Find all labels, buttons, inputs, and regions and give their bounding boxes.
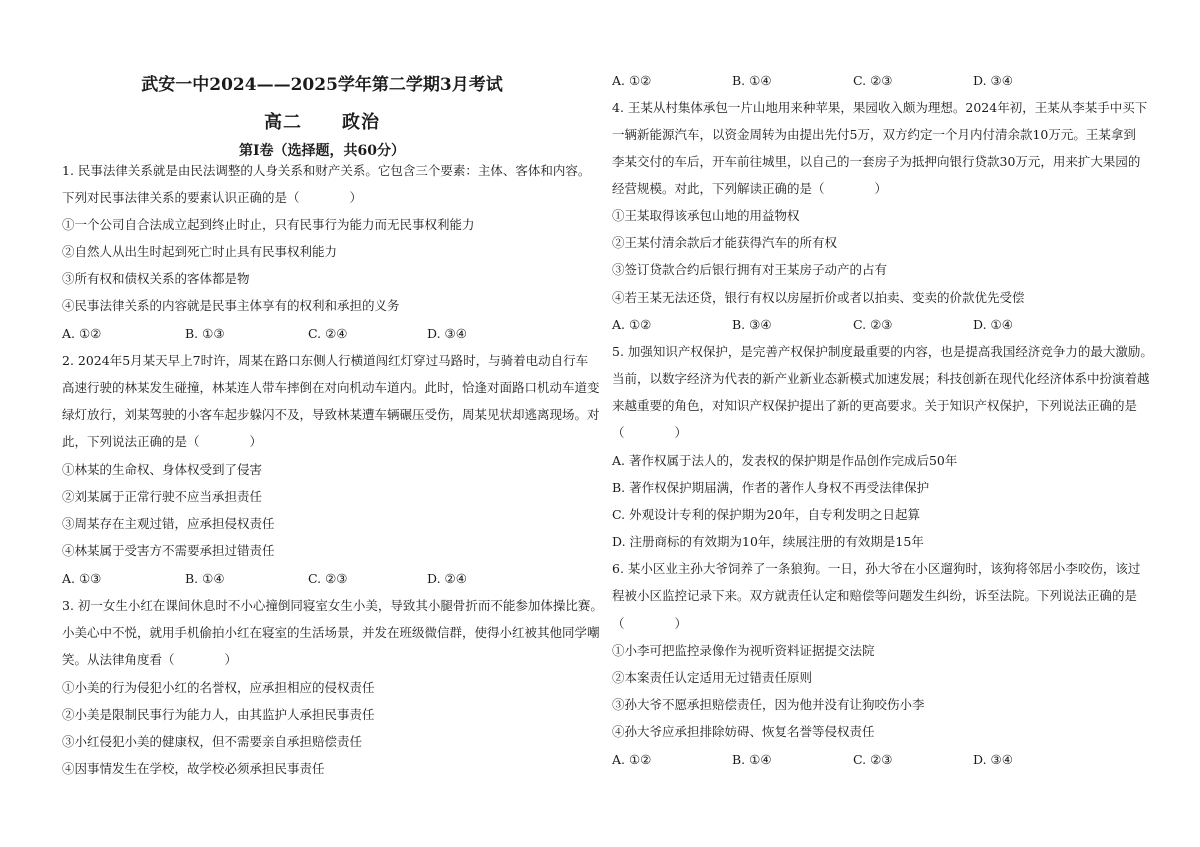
answer-option: C. ②③ bbox=[853, 752, 893, 767]
question-text-line: 小美心中不悦，就用手机偷拍小红在寝室的生活场景，并发在班级微信群，使得小红被其他同学嘲 bbox=[62, 625, 600, 640]
question-text-line: 经营规模。对此，下列解读正确的是（ ） bbox=[612, 181, 888, 196]
answer-option: D. ②④ bbox=[427, 571, 467, 586]
question-text-line: ②王某付清余款后才能获得汽车的所有权 bbox=[612, 235, 838, 250]
question-text-line: ③孙大爷不愿承担赔偿责任，因为他并没有让狗咬伤小李 bbox=[612, 697, 925, 712]
exam-title: 武安一中2024——2025学年第二学期3月考试 bbox=[141, 75, 503, 95]
question-text-line: ④因事情发生在学校，故学校必须承担民事责任 bbox=[62, 761, 325, 776]
answer-option: A. ①② bbox=[612, 752, 652, 767]
question-text-line: ①王某取得该承包山地的用益物权 bbox=[612, 208, 800, 223]
question-text-line: 6. 某小区业主孙大爷饲养了一条狼狗。一日，孙大爷在小区遛狗时，该狗将邻居小李咬伤，该过 bbox=[612, 561, 1141, 576]
exam-subtitle bbox=[62, 112, 582, 134]
answer-option: A. ①② bbox=[62, 326, 102, 341]
question-text-line: 下列对民事法律关系的要素认识正确的是（ ） bbox=[62, 190, 363, 205]
question-text-line: 笑。从法律角度看（ ） bbox=[62, 652, 238, 667]
question-text-line: ③周某存在主观过错，应承担侵权责任 bbox=[62, 516, 275, 531]
grade-label: 高二 bbox=[264, 112, 302, 133]
question-text-line: 1. 民事法律关系就是由民法调整的人身关系和财产关系。它包含三个要素：主体、客体和内容。 bbox=[62, 163, 591, 178]
subject-label: 政治 bbox=[342, 112, 380, 133]
answer-option: D. ①④ bbox=[973, 317, 1013, 332]
question-text-line: 3. 初一女生小红在课间休息时不小心撞倒同寝室女生小美，导致其小腿骨折而不能参加体操比赛。 bbox=[62, 598, 603, 613]
question-text-line: 一辆新能源汽车，以资金周转为由提出先付5万，双方约定一个月内付清余款10万元。王某拿到 bbox=[612, 127, 1136, 142]
question-text-line: ①小美的行为侵犯小红的名誉权，应承担相应的侵权责任 bbox=[62, 680, 375, 695]
question-text-line: ④孙大爷应承担排除妨碍、恢复名誉等侵权责任 bbox=[612, 724, 875, 739]
question-text-line: ③签订贷款合约后银行拥有对王某房子动产的占有 bbox=[612, 262, 888, 277]
question-text-line: ③所有权和债权关系的客体都是物 bbox=[62, 271, 250, 286]
answer-option: D. ③④ bbox=[973, 73, 1013, 88]
section-heading: 第Ⅰ卷（选择题，共60分） bbox=[238, 143, 406, 159]
answer-option: B. ①④ bbox=[732, 752, 772, 767]
question-text-line: ①林某的生命权、身体权受到了侵害 bbox=[62, 462, 263, 477]
answer-option: B. ③④ bbox=[732, 317, 772, 332]
answer-option: A. ①② bbox=[612, 73, 652, 88]
answer-option: A. ①② bbox=[612, 317, 652, 332]
question-text-line: 李某交付的车后，开车前往城里，以自己的一套房子为抵押向银行贷款30万元，用来扩大果园的 bbox=[612, 154, 1141, 169]
answer-choice-line: D. 注册商标的有效期为10年，续展注册的有效期是15年 bbox=[612, 534, 924, 549]
question-text-line: ①一个公司自合法成立起到终止时止，只有民事行为能力而无民事权利能力 bbox=[62, 217, 475, 232]
question-text-line: ③小红侵犯小美的健康权，但不需要亲自承担赔偿责任 bbox=[62, 734, 363, 749]
question-text-line: 5. 加强知识产权保护，是完善产权保护制度最重要的内容，也是提高我国经济竞争力的最大激励。 bbox=[612, 344, 1153, 359]
answer-option: C. ②③ bbox=[853, 317, 893, 332]
answer-option: A. ①③ bbox=[62, 571, 102, 586]
question-text-line: ④林某属于受害方不需要承担过错责任 bbox=[62, 543, 275, 558]
answer-option: C. ②④ bbox=[308, 326, 348, 341]
question-text-line: 当前，以数字经济为代表的新产业新业态新模式加速发展；科技创新在现代化经济体系中扮演着越 bbox=[612, 371, 1150, 386]
answer-choice-line: A. 著作权属于法人的，发表权的保护期是作品创作完成后50年 bbox=[612, 453, 958, 468]
answer-choice-line: C. 外观设计专利的保护期为20年，自专利发明之日起算 bbox=[612, 507, 920, 522]
question-text-line: 来越重要的角色，对知识产权保护提出了新的更高要求。关于知识产权保护，下列说法正确的是 bbox=[612, 398, 1138, 413]
answer-option: B. ①④ bbox=[185, 571, 225, 586]
question-text-line: ②小美是限制民事行为能力人，由其监护人承担民事责任 bbox=[62, 707, 375, 722]
question-text-line: ④民事法律关系的内容就是民事主体享有的权利和承担的义务 bbox=[62, 298, 400, 313]
answer-option: D. ③④ bbox=[427, 326, 467, 341]
answer-option: C. ②③ bbox=[308, 571, 348, 586]
question-text-line: 2. 2024年5月某天早上7时许，周某在路口东侧人行横道闯红灯穿过马路时，与骑着电动自行车 bbox=[62, 353, 589, 368]
answer-option: B. ①④ bbox=[732, 73, 772, 88]
answer-option: B. ①③ bbox=[185, 326, 225, 341]
question-text-line: 高速行驶的林某发生碰撞，林某连人带车摔倒在对向机动车道内。此时，恰逢对面路口机动车道变 bbox=[62, 380, 600, 395]
question-text-line: 此，下列说法正确的是（ ） bbox=[62, 434, 263, 449]
question-text-line: （ ） bbox=[612, 425, 688, 440]
answer-option: C. ②③ bbox=[853, 73, 893, 88]
question-text-line: （ ） bbox=[612, 616, 688, 631]
question-text-line: ②刘某属于正常行驶不应当承担责任 bbox=[62, 489, 263, 504]
question-text-line: ②自然人从出生时起到死亡时止具有民事权利能力 bbox=[62, 244, 338, 259]
answer-choice-line: B. 著作权保护期届满，作者的著作人身权不再受法律保护 bbox=[612, 480, 930, 495]
question-text-line: ②本案责任认定适用无过错责任原则 bbox=[612, 670, 813, 685]
question-text-line: 4. 王某从村集体承包一片山地用来种苹果，果园收入颇为理想。2024年初，王某从李某手中买下 bbox=[612, 100, 1148, 115]
question-text-line: 程被小区监控记录下来。双方就责任认定和赔偿等问题发生纠纷，诉至法院。下列说法正确的是 bbox=[612, 588, 1138, 603]
question-text-line: 绿灯放行，刘某驾驶的小客车起步躲闪不及，导致林某遭车辆碾压受伤，周某见状却逃离现场。对 bbox=[62, 407, 600, 422]
question-text-line: ①小李可把监控录像作为视听资料证据提交法院 bbox=[612, 643, 875, 658]
question-text-line: ④若王某无法还贷，银行有权以房屋折价或者以拍卖、变卖的价款优先受偿 bbox=[612, 290, 1025, 305]
answer-option: D. ③④ bbox=[973, 752, 1013, 767]
